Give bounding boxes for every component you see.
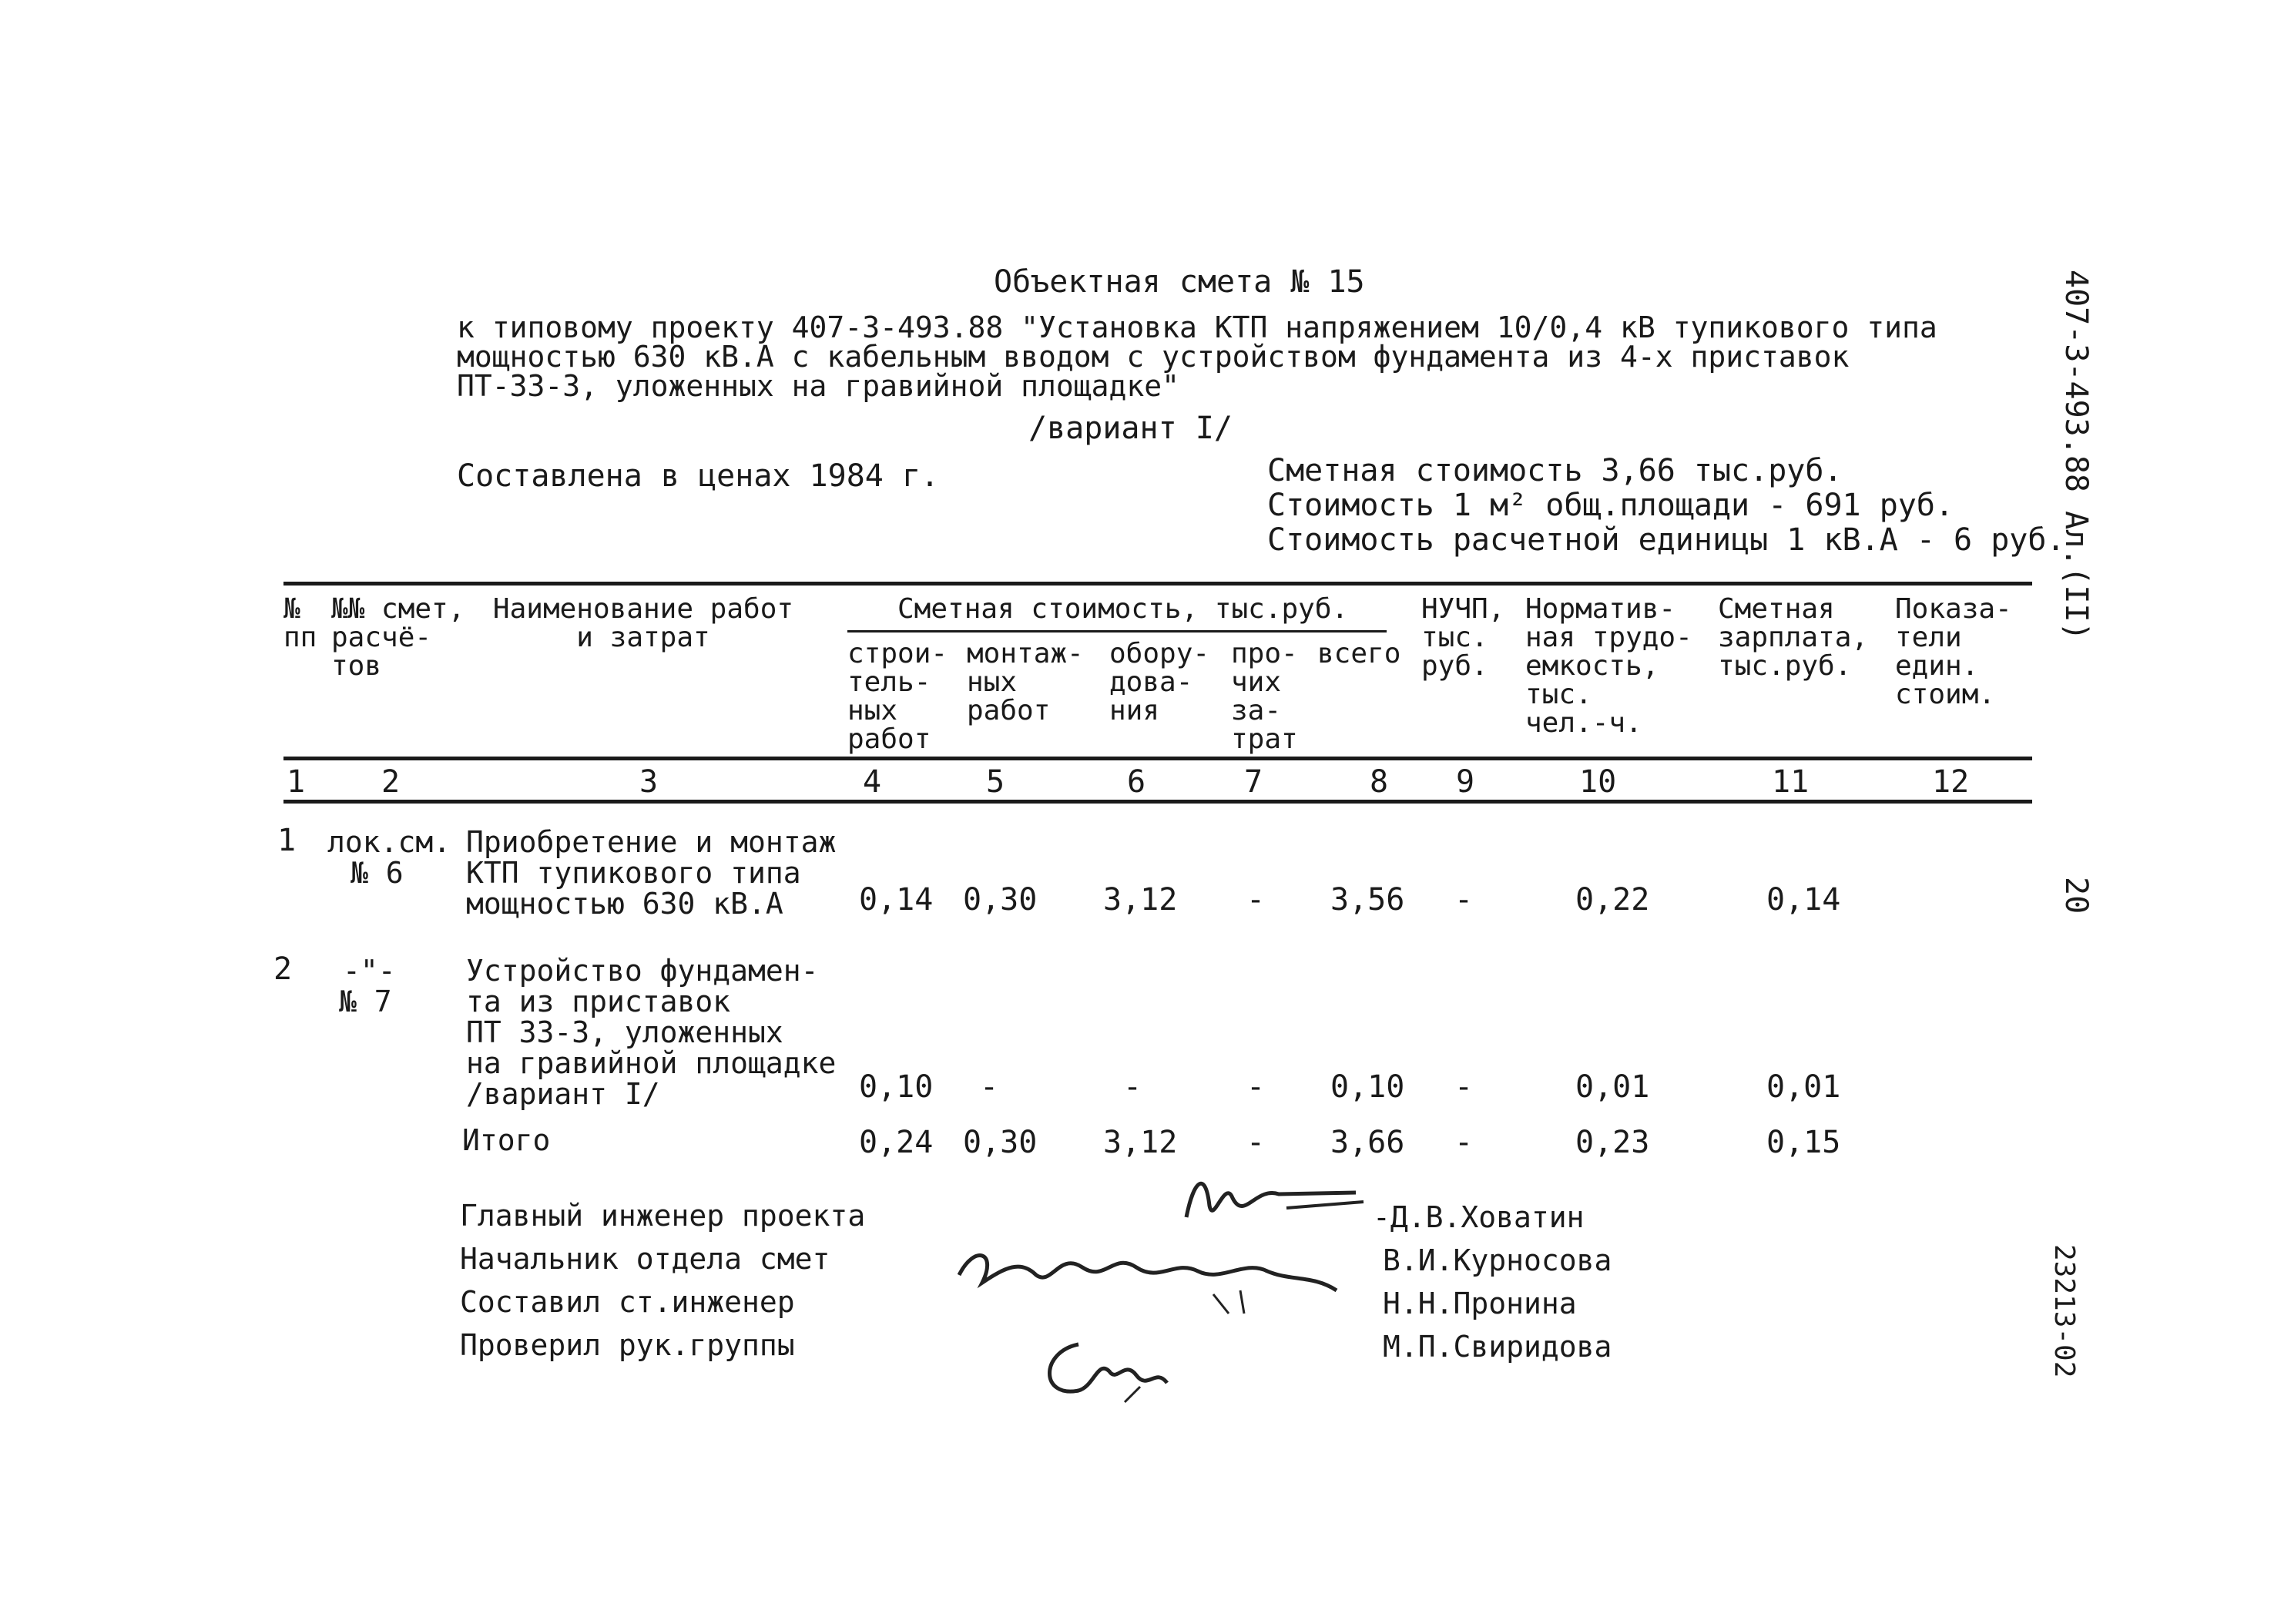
- cell-other: -: [1246, 1069, 1266, 1105]
- group-underline: [847, 630, 1387, 632]
- row-ref: лок.см. № 6: [327, 825, 451, 890]
- col-num-3: 3: [639, 764, 659, 800]
- variant-label: /вариант I/: [1028, 411, 1233, 446]
- total-equipment: 3,12: [1103, 1125, 1178, 1160]
- hdr-col-10: Норматив- ная трудо- емкость, тыс. чел.-ч.: [1525, 593, 1692, 739]
- hdr-col-8: всего: [1317, 638, 1401, 669]
- total-installation: 0,30: [963, 1125, 1038, 1160]
- hdr-group-cost: Сметная стоимость, тыс.руб.: [897, 593, 1349, 625]
- hdr-col-2: №№ смет, расчё- тов: [331, 593, 465, 682]
- total-construction: 0,24: [859, 1125, 934, 1160]
- hdr-col-12: Показа- тели един. стоим.: [1895, 593, 2012, 710]
- subtitle-line-2: мощностью 630 кВ.А с кабельным вводом с устройством фундамента из 4-х приставок: [457, 340, 1850, 374]
- margin-page-number: 20: [2058, 877, 2094, 914]
- cell-construction: 0,10: [859, 1069, 934, 1105]
- row-number: 2: [273, 951, 293, 987]
- cost-line-2: Стоимость 1 м² общ.площади - 691 руб.: [1267, 488, 1954, 523]
- col-num-12: 12: [1932, 764, 1970, 800]
- handwritten-signature: [951, 1229, 1352, 1314]
- signature-name: -Д.В.Ховатин: [1373, 1200, 1585, 1234]
- total-labor: 0,23: [1575, 1125, 1650, 1160]
- cell-wages: 0,01: [1766, 1069, 1841, 1105]
- col-num-7: 7: [1244, 764, 1263, 800]
- total-other: -: [1246, 1125, 1266, 1160]
- cell-total: 0,10: [1330, 1069, 1405, 1105]
- total-wages: 0,15: [1766, 1125, 1841, 1160]
- cell-construction: 0,14: [859, 882, 934, 918]
- signature-role: Проверил рук.группы: [460, 1328, 795, 1362]
- row-number: 1: [277, 823, 297, 858]
- row-name: Приобретение и монтаж КТП тупикового типа мощностью 630 кВ.А: [466, 825, 837, 921]
- col-num-4: 4: [863, 764, 882, 800]
- col-num-5: 5: [986, 764, 1005, 800]
- signature-role: Главный инженер проекта: [460, 1199, 866, 1233]
- cell-installation: -: [980, 1069, 999, 1105]
- cell-labor: 0,22: [1575, 882, 1650, 918]
- total-total: 3,66: [1330, 1125, 1405, 1160]
- margin-registration-number: 23213-02: [2048, 1244, 2080, 1378]
- handwritten-signature: [1171, 1163, 1371, 1233]
- handwritten-signature: [1032, 1329, 1186, 1414]
- cell-nuchp: -: [1454, 882, 1474, 918]
- table-top-rule: [283, 582, 2032, 586]
- subtitle-line-3: ПТ-33-3, уложенных на гравийной площадке": [457, 369, 1179, 403]
- doc-title: Объектная смета № 15: [994, 264, 1365, 300]
- total-nuchp: -: [1454, 1125, 1474, 1160]
- hdr-col-7: про- чих за- трат: [1231, 638, 1298, 755]
- col-num-6: 6: [1127, 764, 1146, 800]
- margin-doc-code: 407-3-493.88 Ал.(II): [2058, 270, 2094, 641]
- cost-line-3: Стоимость расчетной единицы 1 кВ.А - 6 руб.: [1267, 522, 2065, 558]
- col-num-1: 1: [287, 764, 306, 800]
- col-num-8: 8: [1370, 764, 1389, 800]
- compiled-note: Составлена в ценах 1984 г.: [457, 458, 940, 494]
- cost-line-1: Сметная стоимость 3,66 тыс.руб.: [1267, 453, 1843, 488]
- col-num-10: 10: [1579, 764, 1617, 800]
- cell-nuchp: -: [1454, 1069, 1474, 1105]
- hdr-col-5: монтаж- ных работ: [967, 638, 1084, 726]
- row-ref: -"- № 7: [339, 954, 396, 1018]
- hdr-col-1: № пп: [283, 593, 317, 653]
- header-bottom-rule: [283, 757, 2032, 760]
- signature-name: М.П.Свиридова: [1383, 1330, 1612, 1364]
- signature-name: В.И.Курносова: [1383, 1243, 1612, 1277]
- subtitle-line-1: к типовому проекту 407-3-493.88 "Установка КТП напряжением 10/0,4 кВ тупикового типа: [457, 310, 1937, 344]
- hdr-col-9: НУЧП, тыс. руб.: [1421, 593, 1505, 682]
- hdr-col-3: Наименование работ и затрат: [492, 593, 794, 653]
- col-number-rule: [283, 800, 2032, 804]
- signature-name: Н.Н.Пронина: [1383, 1287, 1577, 1320]
- cell-total: 3,56: [1330, 882, 1405, 918]
- cell-wages: 0,14: [1766, 882, 1841, 918]
- col-num-9: 9: [1456, 764, 1475, 800]
- col-num-11: 11: [1772, 764, 1810, 800]
- hdr-col-4: строи- тель- ных работ: [847, 638, 948, 755]
- total-label: Итого: [462, 1123, 551, 1157]
- col-num-2: 2: [381, 764, 401, 800]
- cell-installation: 0,30: [963, 882, 1038, 918]
- cell-other: -: [1246, 882, 1266, 918]
- row-name: Устройство фундамен- та из приставок ПТ 33-3, уложенных на гравийной площадке /вариант I/: [466, 954, 837, 1111]
- cell-equipment: -: [1123, 1069, 1142, 1105]
- signature-role: Составил ст.инженер: [460, 1285, 795, 1319]
- cell-equipment: 3,12: [1103, 882, 1178, 918]
- signature-role: Начальник отдела смет: [460, 1242, 830, 1276]
- hdr-col-6: обору- дова- ния: [1109, 638, 1210, 726]
- hdr-col-11: Сметная зарплата, тыс.руб.: [1718, 593, 1869, 682]
- cell-labor: 0,01: [1575, 1069, 1650, 1105]
